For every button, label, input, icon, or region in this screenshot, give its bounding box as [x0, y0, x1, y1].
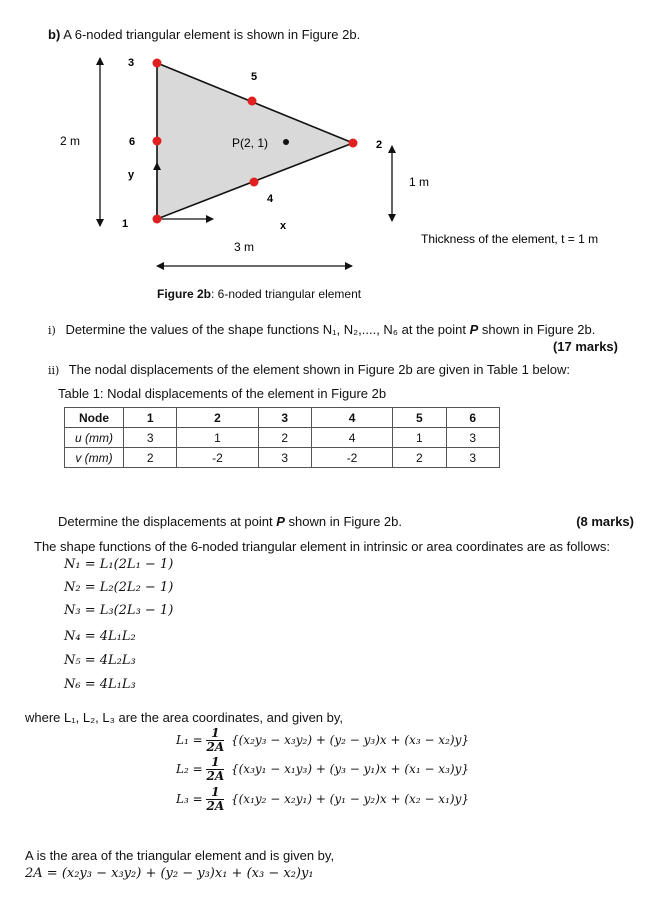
node-label-2: 2 [376, 139, 383, 151]
table-cell: 1 [393, 428, 446, 448]
question-ii-task-tail: shown in Figure 2b. [288, 514, 402, 529]
table-header-cell: Node [65, 408, 124, 428]
area-coord-l2-lhs: L₂ = [176, 762, 203, 776]
node-label-4: 4 [267, 193, 274, 205]
node-label-1: 1 [122, 218, 129, 230]
dim-right-label: 1 m [409, 175, 430, 189]
displacement-table [64, 407, 500, 468]
table-header-cell: 2 [177, 408, 258, 428]
shape-function-n4: N₄ = 4L₁L₂ [64, 629, 136, 644]
table-cell: 3 [258, 448, 311, 468]
figure-caption-text: : 6-noded triangular element [211, 287, 362, 301]
node-5 [248, 97, 257, 106]
table-header-cell: 6 [446, 408, 499, 428]
table-cell: 3 [446, 428, 499, 448]
area-coord-l1 [176, 727, 469, 754]
section-label: b) [48, 27, 61, 42]
table-cell: 3 [124, 428, 177, 448]
table-row [65, 448, 500, 468]
dim-bottom-label: 3 m [234, 240, 255, 254]
thickness-note: Thickness of the element, t = 1 m [421, 232, 599, 246]
question-ii-task-text: Determine the displacements at point [58, 514, 273, 529]
question-i-marks: (17 marks) [552, 339, 618, 354]
node-1 [153, 215, 162, 224]
question-ii-task [58, 514, 402, 529]
shape-function-n5: N₅ = 4L₂L₃ [64, 653, 136, 668]
question-i-text: Determine the values of the shape functions N₁, N₂,...., N₆ at the point [65, 322, 466, 337]
table-cell: 2 [124, 448, 177, 468]
fraction-numerator: 1 [206, 786, 224, 800]
fraction [206, 727, 224, 754]
shape-function-n1: N₁ = L₁(2L₁ − 1) [64, 557, 174, 572]
question-i-tail: shown in Figure 2b. [481, 322, 596, 337]
table-header-cell: 3 [258, 408, 311, 428]
question-ii-task-point: P [276, 514, 285, 529]
shape-function-n2: N₂ = L₂(2L₂ − 1) [64, 580, 174, 595]
question-i-number: i) [48, 324, 56, 337]
area-coord-l1-lhs: L₁ = [176, 733, 203, 747]
table-cell: 2 [393, 448, 446, 468]
table-cell: 3 [446, 448, 499, 468]
area-coord-l3-lhs: L₃ = [176, 792, 203, 806]
table-row [65, 428, 500, 448]
fraction-numerator: 1 [206, 727, 224, 741]
node-6 [153, 137, 162, 146]
table-cell: u (mm) [65, 428, 124, 448]
table-cell: v (mm) [65, 448, 124, 468]
area-coord-l2 [176, 756, 469, 783]
area-coord-l3 [176, 786, 469, 813]
table-cell: 2 [258, 428, 311, 448]
fraction-denominator: 2A [206, 769, 225, 783]
section-text: A 6-noded triangular element is shown in Figure 2b. [63, 27, 361, 42]
table-header-row [65, 408, 500, 428]
question-i [48, 322, 595, 337]
node-4 [250, 178, 259, 187]
axis-x-label: x [280, 220, 287, 232]
table-cell: 1 [177, 428, 258, 448]
question-ii-number: ii) [48, 364, 60, 377]
axis-y-label: y [128, 169, 135, 181]
shape-function-n6: N₆ = 4L₁L₃ [64, 677, 136, 692]
table-cell: -2 [177, 448, 258, 468]
table-header-cell: 5 [393, 408, 446, 428]
area-coords-intro: where L₁, L₂, L₃ are the area coordinates, and given by, [25, 710, 344, 725]
point-p-label: P(2, 1) [232, 136, 269, 150]
table-caption: Table 1: Nodal displacements of the element in Figure 2b [58, 386, 387, 401]
node-label-3: 3 [128, 57, 135, 69]
area-coord-l3-body: {(x₁y₂ − x₂y₁) + (y₁ − y₂)x + (x₂ − x₁)y} [230, 792, 469, 806]
node-label-5: 5 [251, 71, 258, 83]
question-ii-marks: (8 marks) [576, 514, 634, 529]
dim-left-label: 2 m [60, 134, 81, 148]
area-formula: 2A = (x₂y₃ − x₃y₂) + (y₂ − y₃)x₁ + (x₃ − x₂)y₁ [25, 866, 314, 881]
table-header-cell: 1 [124, 408, 177, 428]
table-cell: 4 [311, 428, 392, 448]
table-header-cell: 4 [311, 408, 392, 428]
shape-function-intro: The shape functions of the 6-noded triangular element in intrinsic or area coordinates are as follows: [34, 539, 610, 554]
area-coord-l2-body: {(x₃y₁ − x₁y₃) + (y₃ − y₁)x + (x₁ − x₃)y} [230, 762, 469, 776]
fraction-denominator: 2A [206, 799, 225, 813]
area-coord-l1-body: {(x₂y₃ − x₃y₂) + (y₂ − y₃)x + (x₃ − x₂)y} [230, 733, 469, 747]
node-label-6: 6 [129, 136, 136, 148]
fraction [206, 756, 224, 783]
area-intro: A is the area of the triangular element and is given by, [25, 848, 335, 863]
shape-function-n3: N₃ = L₃(2L₃ − 1) [64, 603, 174, 618]
point-p-marker [283, 139, 289, 145]
node-3 [153, 59, 162, 68]
fraction [206, 786, 224, 813]
figure-caption [157, 287, 361, 301]
figure-caption-label: Figure 2b [157, 287, 212, 301]
question-ii-text: The nodal displacements of the element shown in Figure 2b are given in Table 1 below: [68, 362, 571, 377]
question-ii [48, 362, 570, 377]
fraction-numerator: 1 [206, 756, 224, 770]
question-i-point: P [469, 322, 479, 337]
node-2 [349, 139, 358, 148]
fraction-denominator: 2A [206, 740, 225, 754]
table-cell: -2 [311, 448, 392, 468]
